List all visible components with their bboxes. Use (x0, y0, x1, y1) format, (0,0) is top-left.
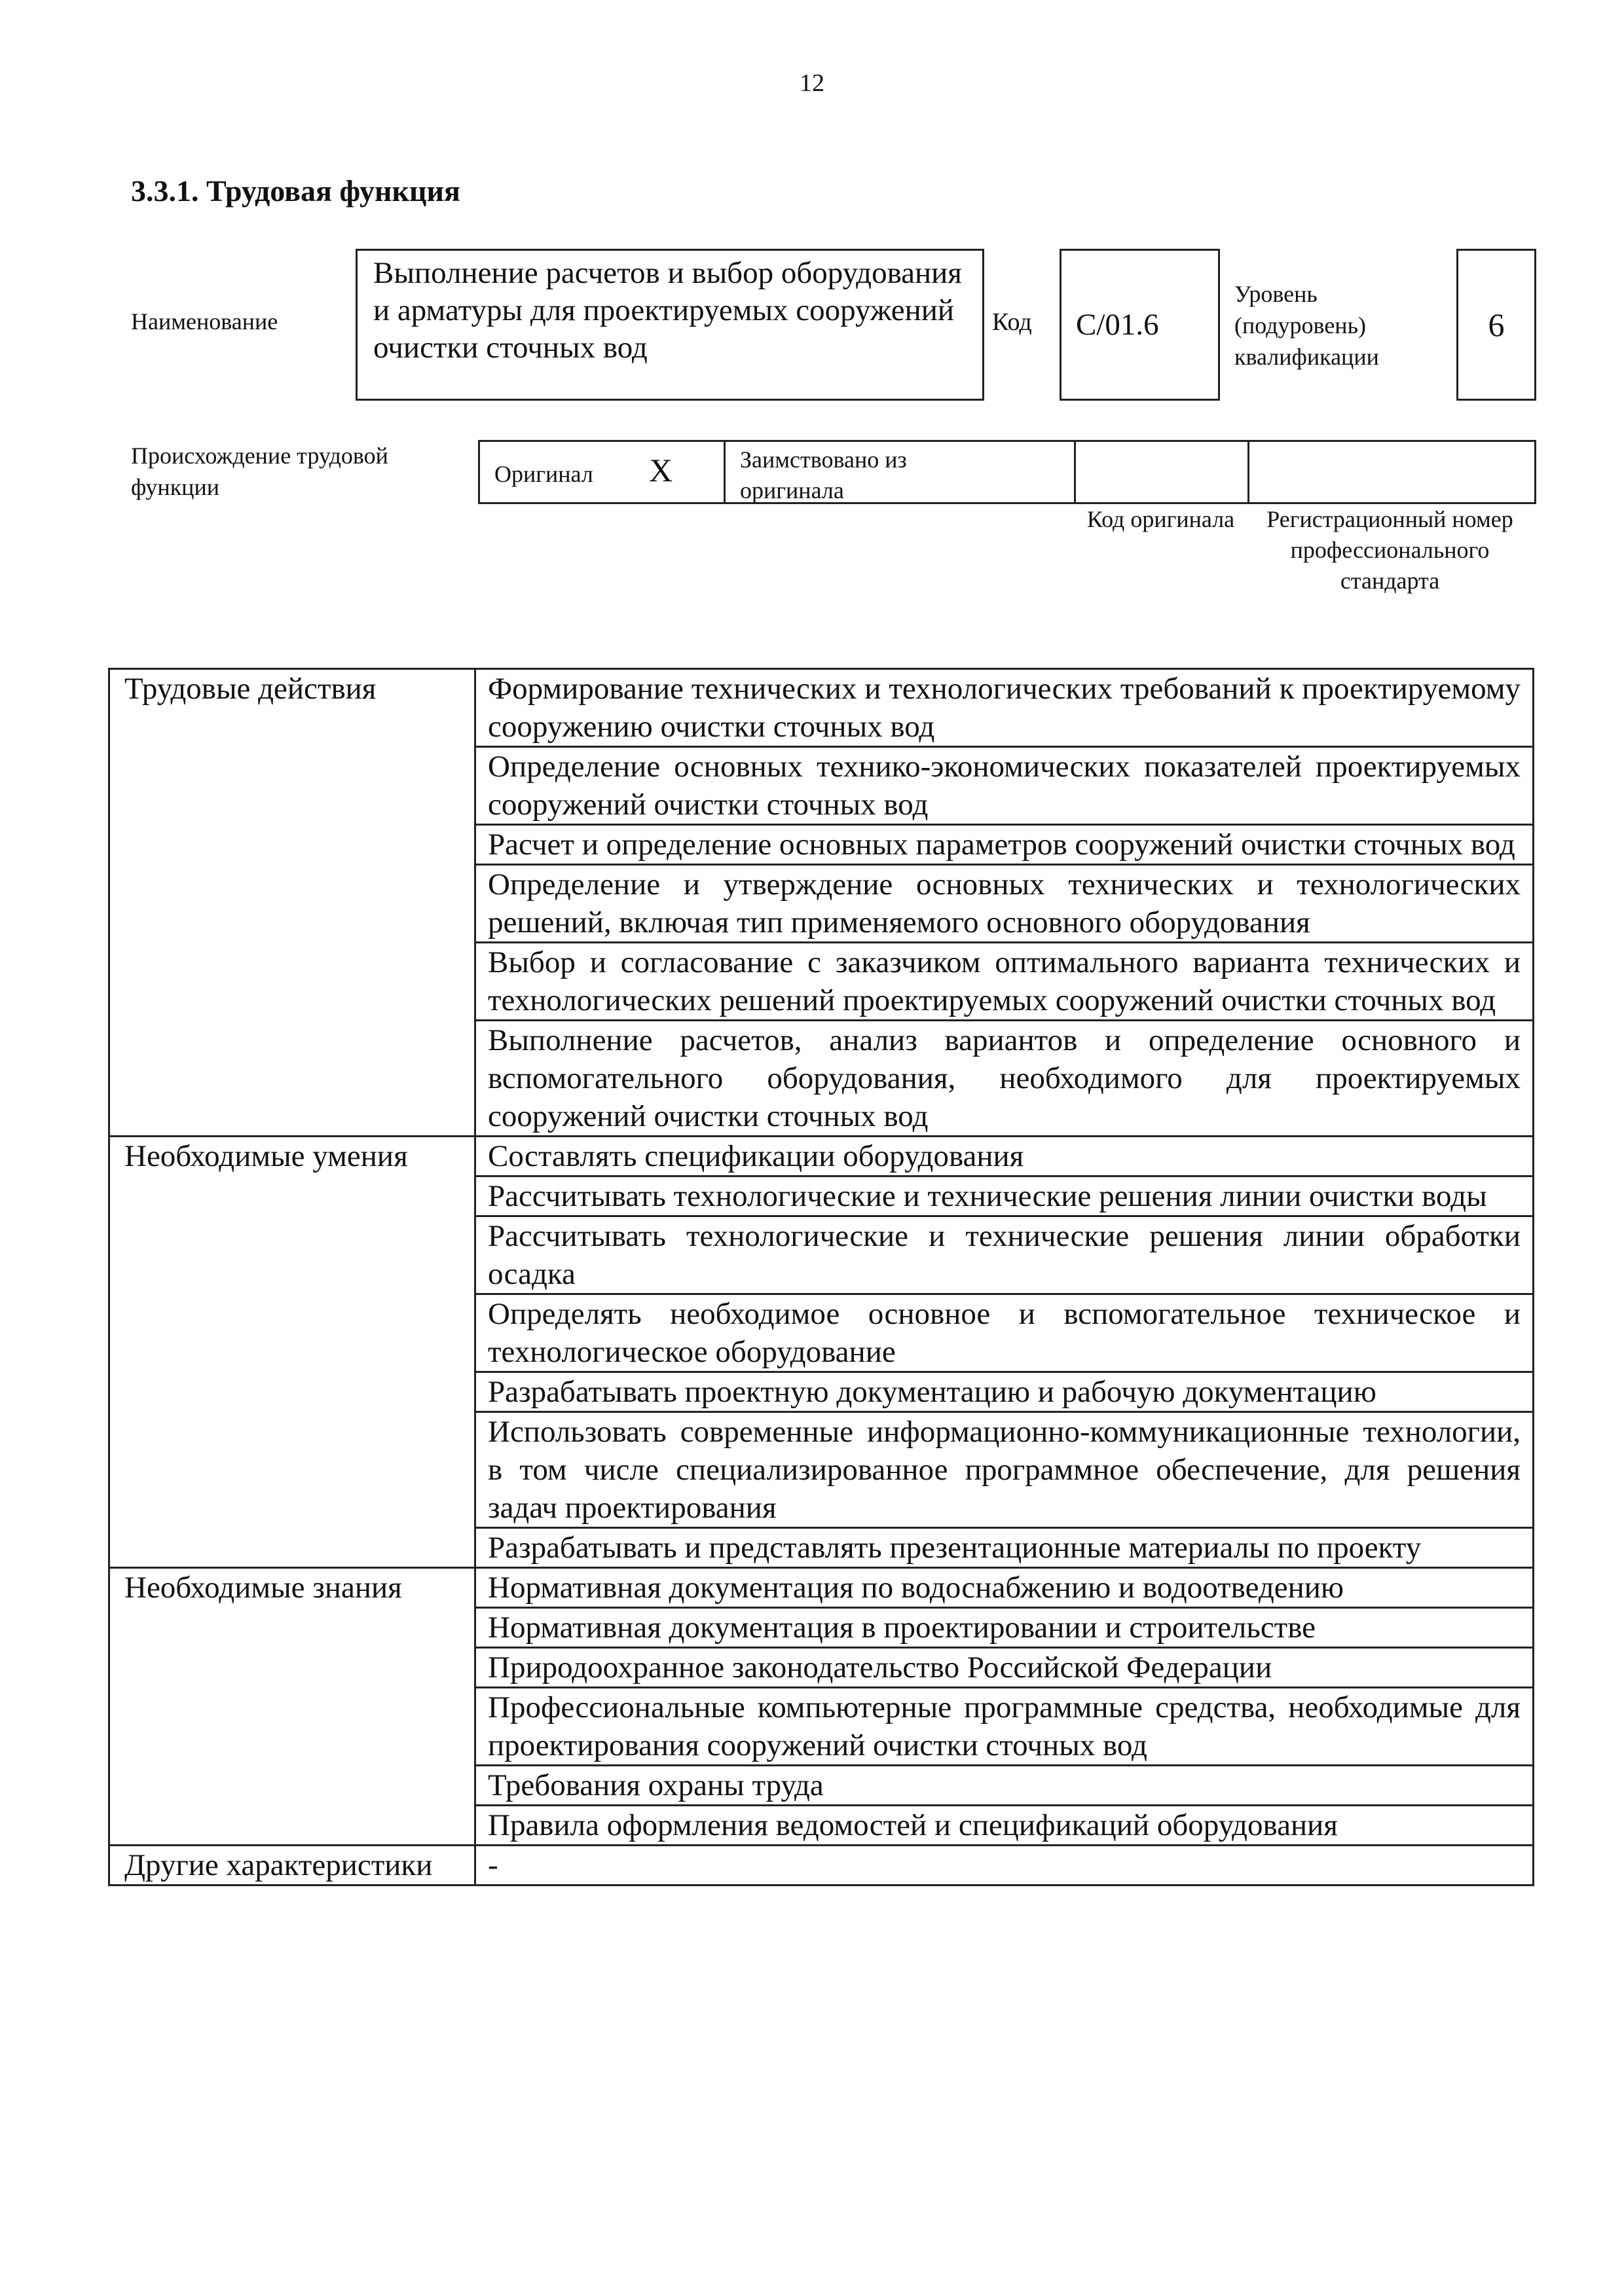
origin-row (478, 440, 1536, 504)
skills-item: Рассчитывать технологические и технические решения линии обработки осадка (475, 1216, 1534, 1294)
borrowed-label: Заимствовано из оригинала (740, 446, 907, 503)
level-box: 6 (1456, 249, 1536, 401)
other-category: Другие характеристики (109, 1846, 475, 1886)
other-value: - (475, 1846, 1534, 1886)
original-cell (480, 442, 726, 502)
skills-item: Разрабатывать и представлять презентационные материалы по проекту (475, 1528, 1534, 1568)
table-row (109, 1568, 1534, 1608)
original-label: Оригинал (494, 461, 593, 487)
knowledge-item: Нормативная документация по водоснабжению и водоотведению (475, 1568, 1534, 1608)
skills-category: Необходимые умения (109, 1137, 475, 1568)
labor-actions-item: Расчет и определение основных параметров сооружений очистки сточных вод (475, 825, 1534, 865)
labor-actions-item: Определение и утверждение основных технических и технологических решений, включая тип применяемого основного оборудования (475, 865, 1534, 943)
labor-actions-item: Определение основных технико-экономических показателей проектируемых сооружений очистки сточных вод (475, 747, 1534, 825)
table-row (109, 669, 1534, 747)
code-box: С/01.6 (1060, 249, 1220, 401)
page-number: 12 (800, 69, 824, 97)
skills-item: Определять необходимое основное и вспомогательное техническое и технологическое оборудование (475, 1294, 1534, 1372)
original-code-caption: Код оригинала (1086, 506, 1235, 532)
knowledge-category: Необходимые знания (109, 1568, 475, 1846)
labor-actions-item: Формирование технических и технологических требований к проектируемому сооружению очистки сточных вод (475, 669, 1534, 747)
knowledge-item: Нормативная документация в проектировании и строительстве (475, 1608, 1534, 1648)
skills-item: Составлять спецификации оборудования (475, 1137, 1534, 1176)
original-code-cell (1076, 442, 1249, 502)
section-title: 3.3.1. Трудовая функция (131, 174, 460, 208)
original-mark: X (649, 452, 673, 488)
skills-item: Использовать современные информационно-коммуникационные технологии, в том числе специализированное программное обеспечение, для решения задач проектирования (475, 1412, 1534, 1528)
knowledge-item: Правила оформления ведомостей и спецификаций оборудования (475, 1806, 1534, 1846)
registration-number-caption: Регистрационный номер профессионального стандарта (1266, 506, 1513, 594)
skills-item: Разрабатывать проектную документацию и рабочую документацию (475, 1372, 1534, 1412)
function-name-box: Выполнение расчетов и выбор оборудования и арматуры для проектируемых сооружений очистки сточных вод (356, 249, 984, 401)
labor-actions-category: Трудовые действия (109, 669, 475, 1137)
table-row (109, 1846, 1534, 1886)
table-row (109, 1137, 1534, 1176)
borrowed-cell (726, 442, 1076, 502)
level-label: Уровень (подуровень) квалификации (1234, 281, 1379, 370)
labor-function-table (108, 668, 1534, 1886)
knowledge-item: Требования охраны труда (475, 1766, 1534, 1806)
code-label: Код (992, 308, 1032, 336)
skills-item: Рассчитывать технологические и технические решения линии очистки воды (475, 1176, 1534, 1216)
knowledge-item: Природоохранное законодательство Российской Федерации (475, 1648, 1534, 1688)
knowledge-item: Профессиональные компьютерные программные средства, необходимые для проектирования сооружений очистки сточных вод (475, 1688, 1534, 1766)
labor-actions-item: Выполнение расчетов, анализ вариантов и определение основного и вспомогательного оборудования, необходимого для проектируемых сооружений очистки сточных вод (475, 1021, 1534, 1137)
name-label: Наименование (131, 308, 278, 335)
labor-actions-item: Выбор и согласование с заказчиком оптимального варианта технических и технологических решений проектируемых сооружений очистки сточных вод (475, 943, 1534, 1021)
origin-label: Происхождение трудовой функции (131, 443, 388, 500)
registration-number-cell (1249, 442, 1534, 502)
